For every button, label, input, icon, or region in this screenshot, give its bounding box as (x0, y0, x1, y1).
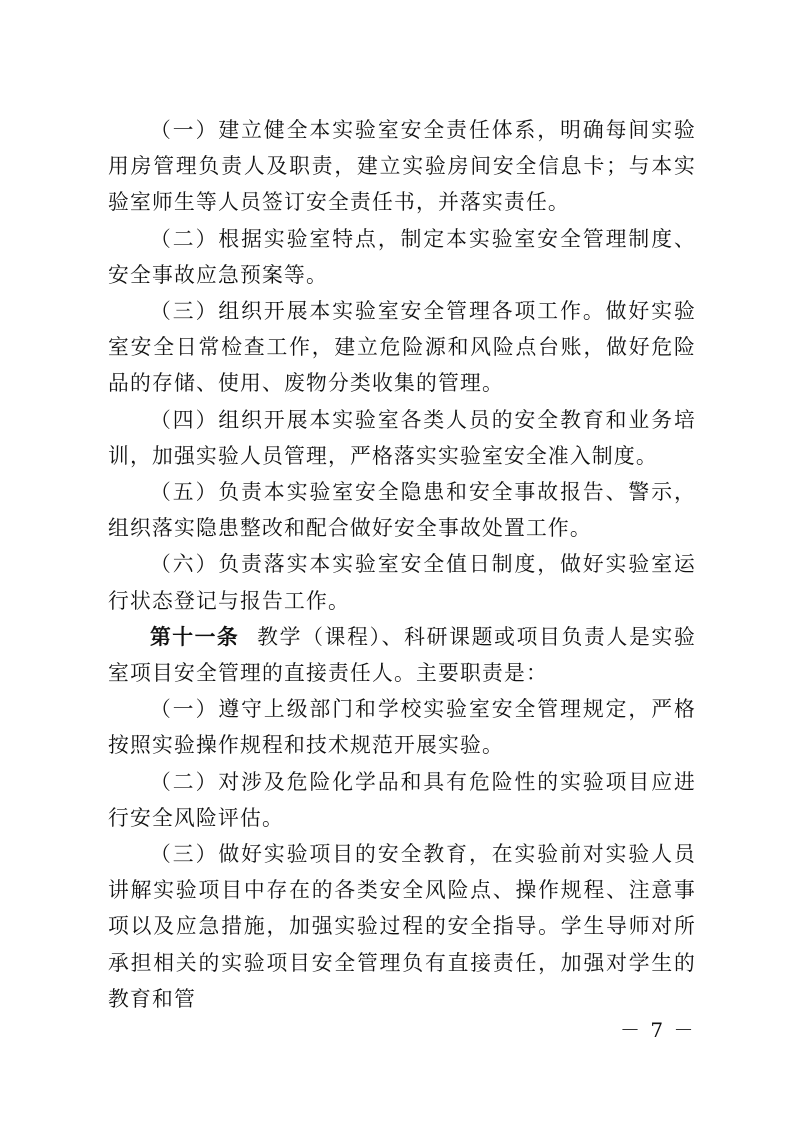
paragraph-9: （二）对涉及危险化学品和具有危险性的实验项目应进行安全风险评估。 (108, 769, 696, 830)
article-text: 教学（课程）、科研课题或项目负责人是实验室项目安全管理的直接责任人。主要职责是： (108, 624, 696, 686)
page-number: － 7 － (620, 1018, 696, 1042)
article-11-paragraph (108, 619, 696, 691)
paragraph-2: （二）根据实验室特点，制定本实验室安全管理制度、安全事故应急预案等。 (108, 226, 696, 287)
paragraph-4: （四）组织开展本实验室各类人员的安全教育和业务培训，加强实验人员管理，严格落实实验室安全准入制度。 (108, 407, 696, 468)
article-heading: 第十一条 (150, 624, 240, 649)
paragraph-5: （五）负责本实验室安全隐患和安全事故报告、警示，组织落实隐患整改和配合做好安全事故处置工作。 (108, 480, 696, 541)
document-body (108, 112, 696, 1017)
paragraph-3: （三）组织开展本实验室安全管理各项工作。做好实验室安全日常检查工作，建立危险源和风险点台账，做好危险品的存储、使用、废物分类收集的管理。 (108, 299, 696, 396)
paragraph-10: （三）做好实验项目的安全教育，在实验前对实验人员讲解实验项目中存在的各类安全风险点、操作规程、注意事项以及应急措施，加强实验过程的安全指导。学生导师对所承担相关的实验项目安全管理负有直接责任，加强对学生的教育和管 (108, 842, 696, 1011)
paragraph-6: （六）负责落实本实验室安全值日制度，做好实验室运行状态登记与报告工作。 (108, 552, 696, 613)
paragraph-8: （一）遵守上级部门和学校实验室安全管理规定，严格按照实验操作规程和技术规范开展实验。 (108, 697, 696, 758)
paragraph-1: （一）建立健全本实验室安全责任体系，明确每间实验用房管理负责人及职责，建立实验房间安全信息卡；与本实验室师生等人员签订安全责任书，并落实责任。 (108, 118, 696, 215)
